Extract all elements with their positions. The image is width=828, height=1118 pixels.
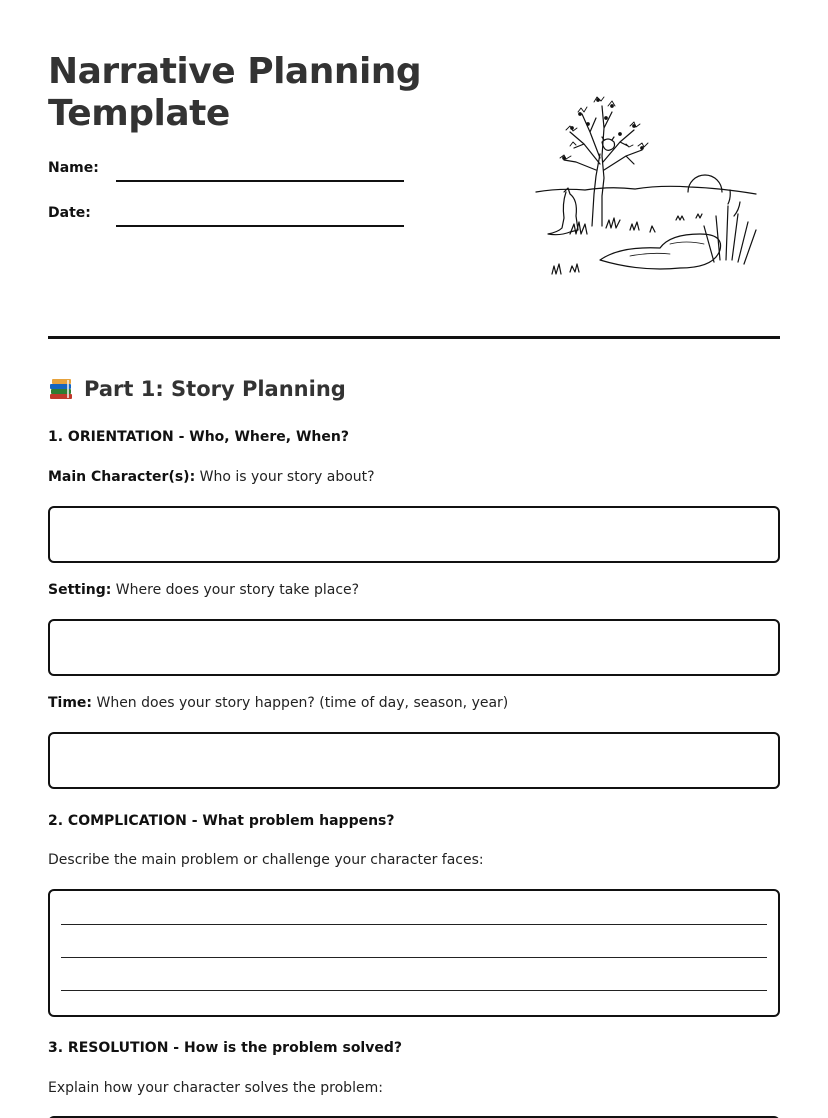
reeds — [704, 190, 756, 264]
setting-label: Setting: — [48, 582, 112, 598]
header-divider — [48, 336, 780, 339]
title-line-2: Template — [48, 93, 230, 134]
title-line-1: Narrative Planning — [48, 51, 422, 92]
part1-title: Part 1: Story Planning — [84, 377, 346, 401]
time-answer-box[interactable] — [48, 732, 780, 789]
complication-heading: 2. COMPLICATION - What problem happens? — [48, 813, 395, 829]
page-title — [48, 51, 468, 135]
name-label: Name: — [48, 160, 99, 176]
part1-heading — [48, 374, 346, 404]
kangaroo-figure — [548, 188, 578, 235]
orientation-heading: 1. ORIENTATION - Who, Where, When? — [48, 429, 349, 445]
complication-answer-box[interactable] — [48, 889, 780, 1017]
name-field[interactable] — [116, 180, 404, 182]
writing-line — [61, 924, 767, 925]
waterhole — [600, 234, 721, 269]
tree-trunk — [592, 154, 604, 226]
characters-label: Main Character(s): — [48, 469, 196, 485]
setting-question: Where does your story take place? — [111, 582, 360, 598]
date-label: Date: — [48, 205, 91, 221]
characters-answer-box[interactable] — [48, 506, 780, 563]
writing-line — [61, 990, 767, 991]
setting-answer-box[interactable] — [48, 619, 780, 676]
complication-prompt: Describe the main problem or challenge your character faces: — [48, 852, 484, 868]
time-question: When does your story happen? (time of day, season, year) — [92, 695, 509, 711]
resolution-heading: 3. RESOLUTION - How is the problem solved? — [48, 1040, 402, 1056]
books-icon — [48, 376, 74, 402]
resolution-prompt: Explain how your character solves the problem: — [48, 1080, 383, 1096]
characters-question: Who is your story about? — [195, 469, 375, 485]
time-prompt — [48, 695, 508, 711]
writing-line — [61, 957, 767, 958]
koala-figure — [602, 137, 615, 150]
outback-illustration — [530, 84, 762, 280]
time-label: Time: — [48, 695, 93, 711]
date-field[interactable] — [116, 225, 404, 227]
characters-prompt — [48, 469, 375, 485]
sun-icon — [688, 175, 722, 192]
setting-prompt — [48, 582, 359, 598]
